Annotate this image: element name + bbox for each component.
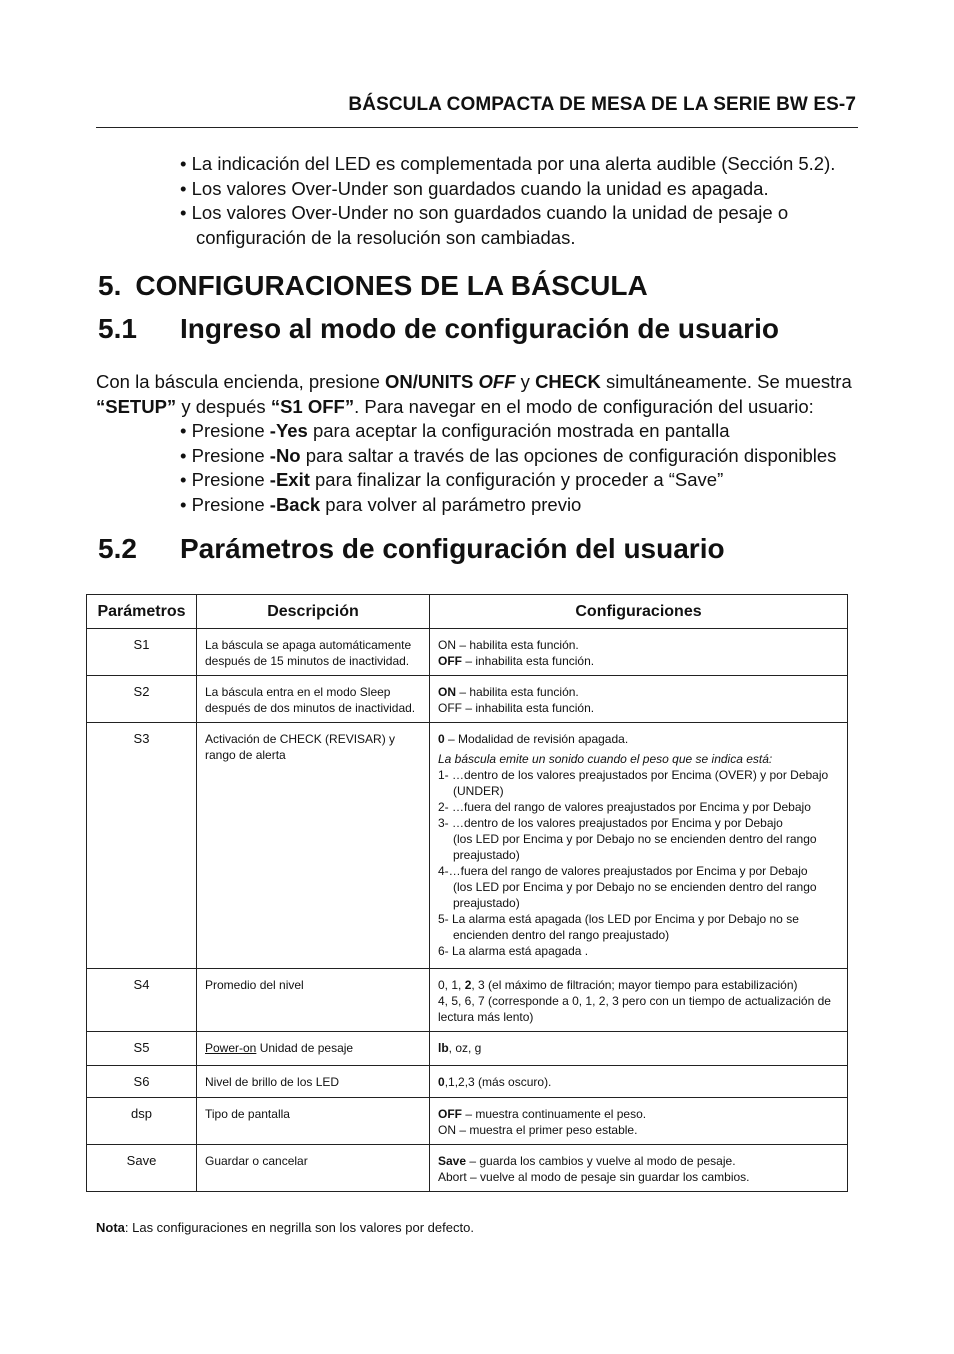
text: 0, 1,	[438, 978, 465, 992]
setting-option	[438, 977, 839, 993]
section-title: Ingreso al modo de configuración de usuario	[180, 313, 779, 344]
section-5-2-heading	[98, 533, 725, 565]
off-key: OFF	[478, 371, 516, 392]
setup-display: “SETUP”	[96, 395, 177, 417]
header-title: BÁSCULA COMPACTA DE MESA DE LA SERIE BW ES-7	[348, 94, 856, 115]
table-row	[87, 969, 848, 1032]
param-description: La báscula se apaga automáticamente después de 15 minutos de inactividad.	[197, 629, 430, 676]
setting-option: 1- …dentro de los valores preajustados por Encima (OVER) y por Debajo	[438, 768, 829, 782]
text: Unidad de pesaje	[256, 1041, 354, 1055]
check-key: CHECK	[535, 371, 601, 392]
setting-option	[438, 653, 839, 669]
table-row	[87, 1066, 848, 1098]
setting-option: Abort – vuelve al modo de pesaje sin guardar los cambios.	[438, 1170, 750, 1184]
table-row	[87, 629, 848, 676]
default-value: 0	[438, 1075, 445, 1089]
on-units-key: ON/UNITS	[385, 371, 479, 392]
text: Con la báscula encienda, presione	[96, 371, 385, 392]
setting-option: ON – muestra el primer peso estable.	[438, 1123, 638, 1137]
setting-option: 6- La alarma está apagada .	[438, 944, 589, 958]
table-row	[87, 723, 848, 969]
setting-option	[438, 731, 839, 747]
param-settings	[430, 1032, 848, 1066]
setting-option	[438, 1153, 839, 1169]
setting-option: 4, 5, 6, 7 (corresponde a 0, 1, 2, 3 pero con un tiempo de actualización de lectura más lento)	[438, 994, 831, 1024]
param-description: Tipo de pantalla	[197, 1098, 430, 1145]
param-settings	[430, 723, 848, 969]
setting-option-continuation: preajustado)	[453, 896, 520, 910]
param-settings	[430, 676, 848, 723]
text: ,1,2,3 (más oscuro).	[444, 1075, 552, 1089]
default-value: OFF	[438, 654, 462, 668]
bullet-item: • Los valores Over-Under no son guardados cuando la unidad de pesaje o	[180, 202, 789, 223]
section-5-heading	[98, 270, 648, 302]
key-instructions-list	[96, 419, 886, 517]
table-header-row	[87, 595, 848, 629]
param-code: S2	[87, 676, 197, 723]
note-text: : Las configuraciones en negrilla son los valores por defecto.	[124, 1220, 474, 1235]
text: • Presione	[180, 493, 270, 515]
footnote	[96, 1220, 474, 1235]
note-label: Nota	[96, 1220, 125, 1235]
text: y después	[176, 395, 271, 417]
table-row	[87, 676, 848, 723]
text: , 3 (el máximo de filtración; mayor tiempo para estabilización)	[471, 978, 798, 992]
param-code: S4	[87, 969, 197, 1032]
intro-line-1	[96, 370, 886, 395]
bullet-item: • Los valores Over-Under son guardados cuando la unidad es apagada.	[180, 177, 769, 199]
underlined-text: Power-on	[205, 1041, 257, 1055]
param-settings	[430, 1145, 848, 1192]
setting-option: 3- …dentro de los valores preajustados por Encima y por Debajo	[438, 816, 783, 830]
default-value: OFF	[438, 1107, 462, 1121]
column-header-parameters: Parámetros	[87, 595, 197, 629]
setting-option: 4-…fuera del rango de valores preajustados por Encima y por Debajo	[438, 864, 808, 878]
param-code: Save	[87, 1145, 197, 1192]
column-header-description: Descripción	[197, 595, 430, 629]
param-settings	[430, 1066, 848, 1098]
section-title: Parámetros de configuración del usuario	[180, 533, 725, 564]
setting-option	[438, 684, 839, 700]
text: – guarda los cambios y vuelve al modo de pesaje.	[466, 1154, 736, 1168]
param-description: Activación de CHECK (REVISAR) y rango de alerta	[197, 723, 430, 969]
text: para saltar a través de las opciones de configuración disponibles	[300, 444, 837, 466]
text: – Modalidad de revisión apagada.	[444, 732, 629, 746]
header-rule	[96, 127, 858, 128]
top-bullet-list	[180, 152, 880, 250]
setting-option	[438, 1106, 839, 1122]
setting-option: 5- La alarma está apagada (los LED por Encima y por Debajo no se	[438, 912, 799, 926]
default-value: Save	[438, 1154, 467, 1168]
parameters-table	[86, 594, 848, 1192]
list-item	[180, 419, 886, 444]
param-code: S5	[87, 1032, 197, 1066]
param-settings	[430, 969, 848, 1032]
setting-option: ON – habilita esta función.	[438, 638, 579, 652]
table-row	[87, 1098, 848, 1145]
text: • Presione	[180, 420, 270, 441]
s1-off-display: “S1 OFF”	[270, 395, 355, 417]
section-5-1-heading	[98, 313, 779, 345]
text: y	[515, 371, 536, 392]
section-number: 5.2	[98, 533, 137, 564]
text: para aceptar la configuración mostrada en pantalla	[307, 420, 730, 441]
text: . Para navegar en el modo de configuración del usuario:	[354, 395, 814, 417]
intro-line-2	[96, 395, 886, 420]
default-value: 2	[464, 978, 472, 992]
setting-option: OFF – inhabilita esta función.	[438, 701, 595, 715]
text: simultáneamente. Se muestra	[600, 371, 852, 392]
default-value: 0	[438, 732, 445, 746]
param-description	[197, 1032, 430, 1066]
param-code: S1	[87, 629, 197, 676]
text: • Presione	[180, 469, 270, 490]
section-number: 5.1	[98, 313, 137, 344]
setting-option-continuation: (UNDER)	[453, 784, 504, 798]
param-description: La báscula entra en el modo Sleep después de dos minutos de inactividad.	[197, 676, 430, 723]
text: para finalizar la configuración y proceder a “Save”	[309, 469, 724, 490]
no-key: -No	[269, 444, 301, 466]
list-item	[180, 468, 886, 493]
text: – muestra continuamente el peso.	[462, 1107, 647, 1121]
default-value: ON	[438, 685, 456, 699]
setting-option-continuation: encienden dentro del rango preajustado)	[453, 928, 670, 942]
list-item	[180, 444, 886, 469]
text: – habilita esta función.	[456, 685, 579, 699]
param-code: dsp	[87, 1098, 197, 1145]
table-row	[87, 1032, 848, 1066]
param-settings	[430, 1098, 848, 1145]
back-key: -Back	[269, 493, 321, 515]
default-value: lb	[438, 1041, 449, 1055]
setting-option	[438, 1074, 839, 1090]
setting-option-continuation: (los LED por Encima y por Debajo no se encienden dentro del rango	[453, 880, 817, 894]
param-settings	[430, 629, 848, 676]
param-description: Promedio del nivel	[197, 969, 430, 1032]
setting-option: 2- …fuera del rango de valores preajustados por Encima y por Debajo	[438, 800, 811, 814]
setting-option-continuation: preajustado)	[453, 848, 520, 862]
yes-key: -Yes	[269, 420, 308, 441]
section-number: 5.	[98, 270, 122, 301]
text: • Presione	[180, 444, 270, 466]
bullet-item: • La indicación del LED es complementada por una alerta audible (Sección 5.2).	[180, 153, 836, 174]
bullet-item-continuation: configuración de la resolución son cambiadas.	[196, 226, 576, 248]
setting-option	[438, 1040, 839, 1056]
param-code: S6	[87, 1066, 197, 1098]
param-description: Guardar o cancelar	[197, 1145, 430, 1192]
param-description: Nivel de brillo de los LED	[197, 1066, 430, 1098]
section-title: CONFIGURACIONES DE LA BÁSCULA	[135, 270, 648, 301]
table-row	[87, 1145, 848, 1192]
setting-option-continuation: (los LED por Encima y por Debajo no se encienden dentro del rango	[453, 832, 817, 846]
settings-intro: La báscula emite un sonido cuando el peso que se indica está:	[438, 752, 773, 766]
text: – inhabilita esta función.	[462, 654, 595, 668]
intro-text	[96, 370, 886, 517]
exit-key: -Exit	[269, 469, 310, 490]
text: , oz, g	[448, 1041, 482, 1055]
param-code: S3	[87, 723, 197, 969]
list-item	[180, 493, 886, 518]
column-header-settings: Configuraciones	[430, 595, 848, 629]
text: para volver al parámetro previo	[320, 493, 582, 515]
